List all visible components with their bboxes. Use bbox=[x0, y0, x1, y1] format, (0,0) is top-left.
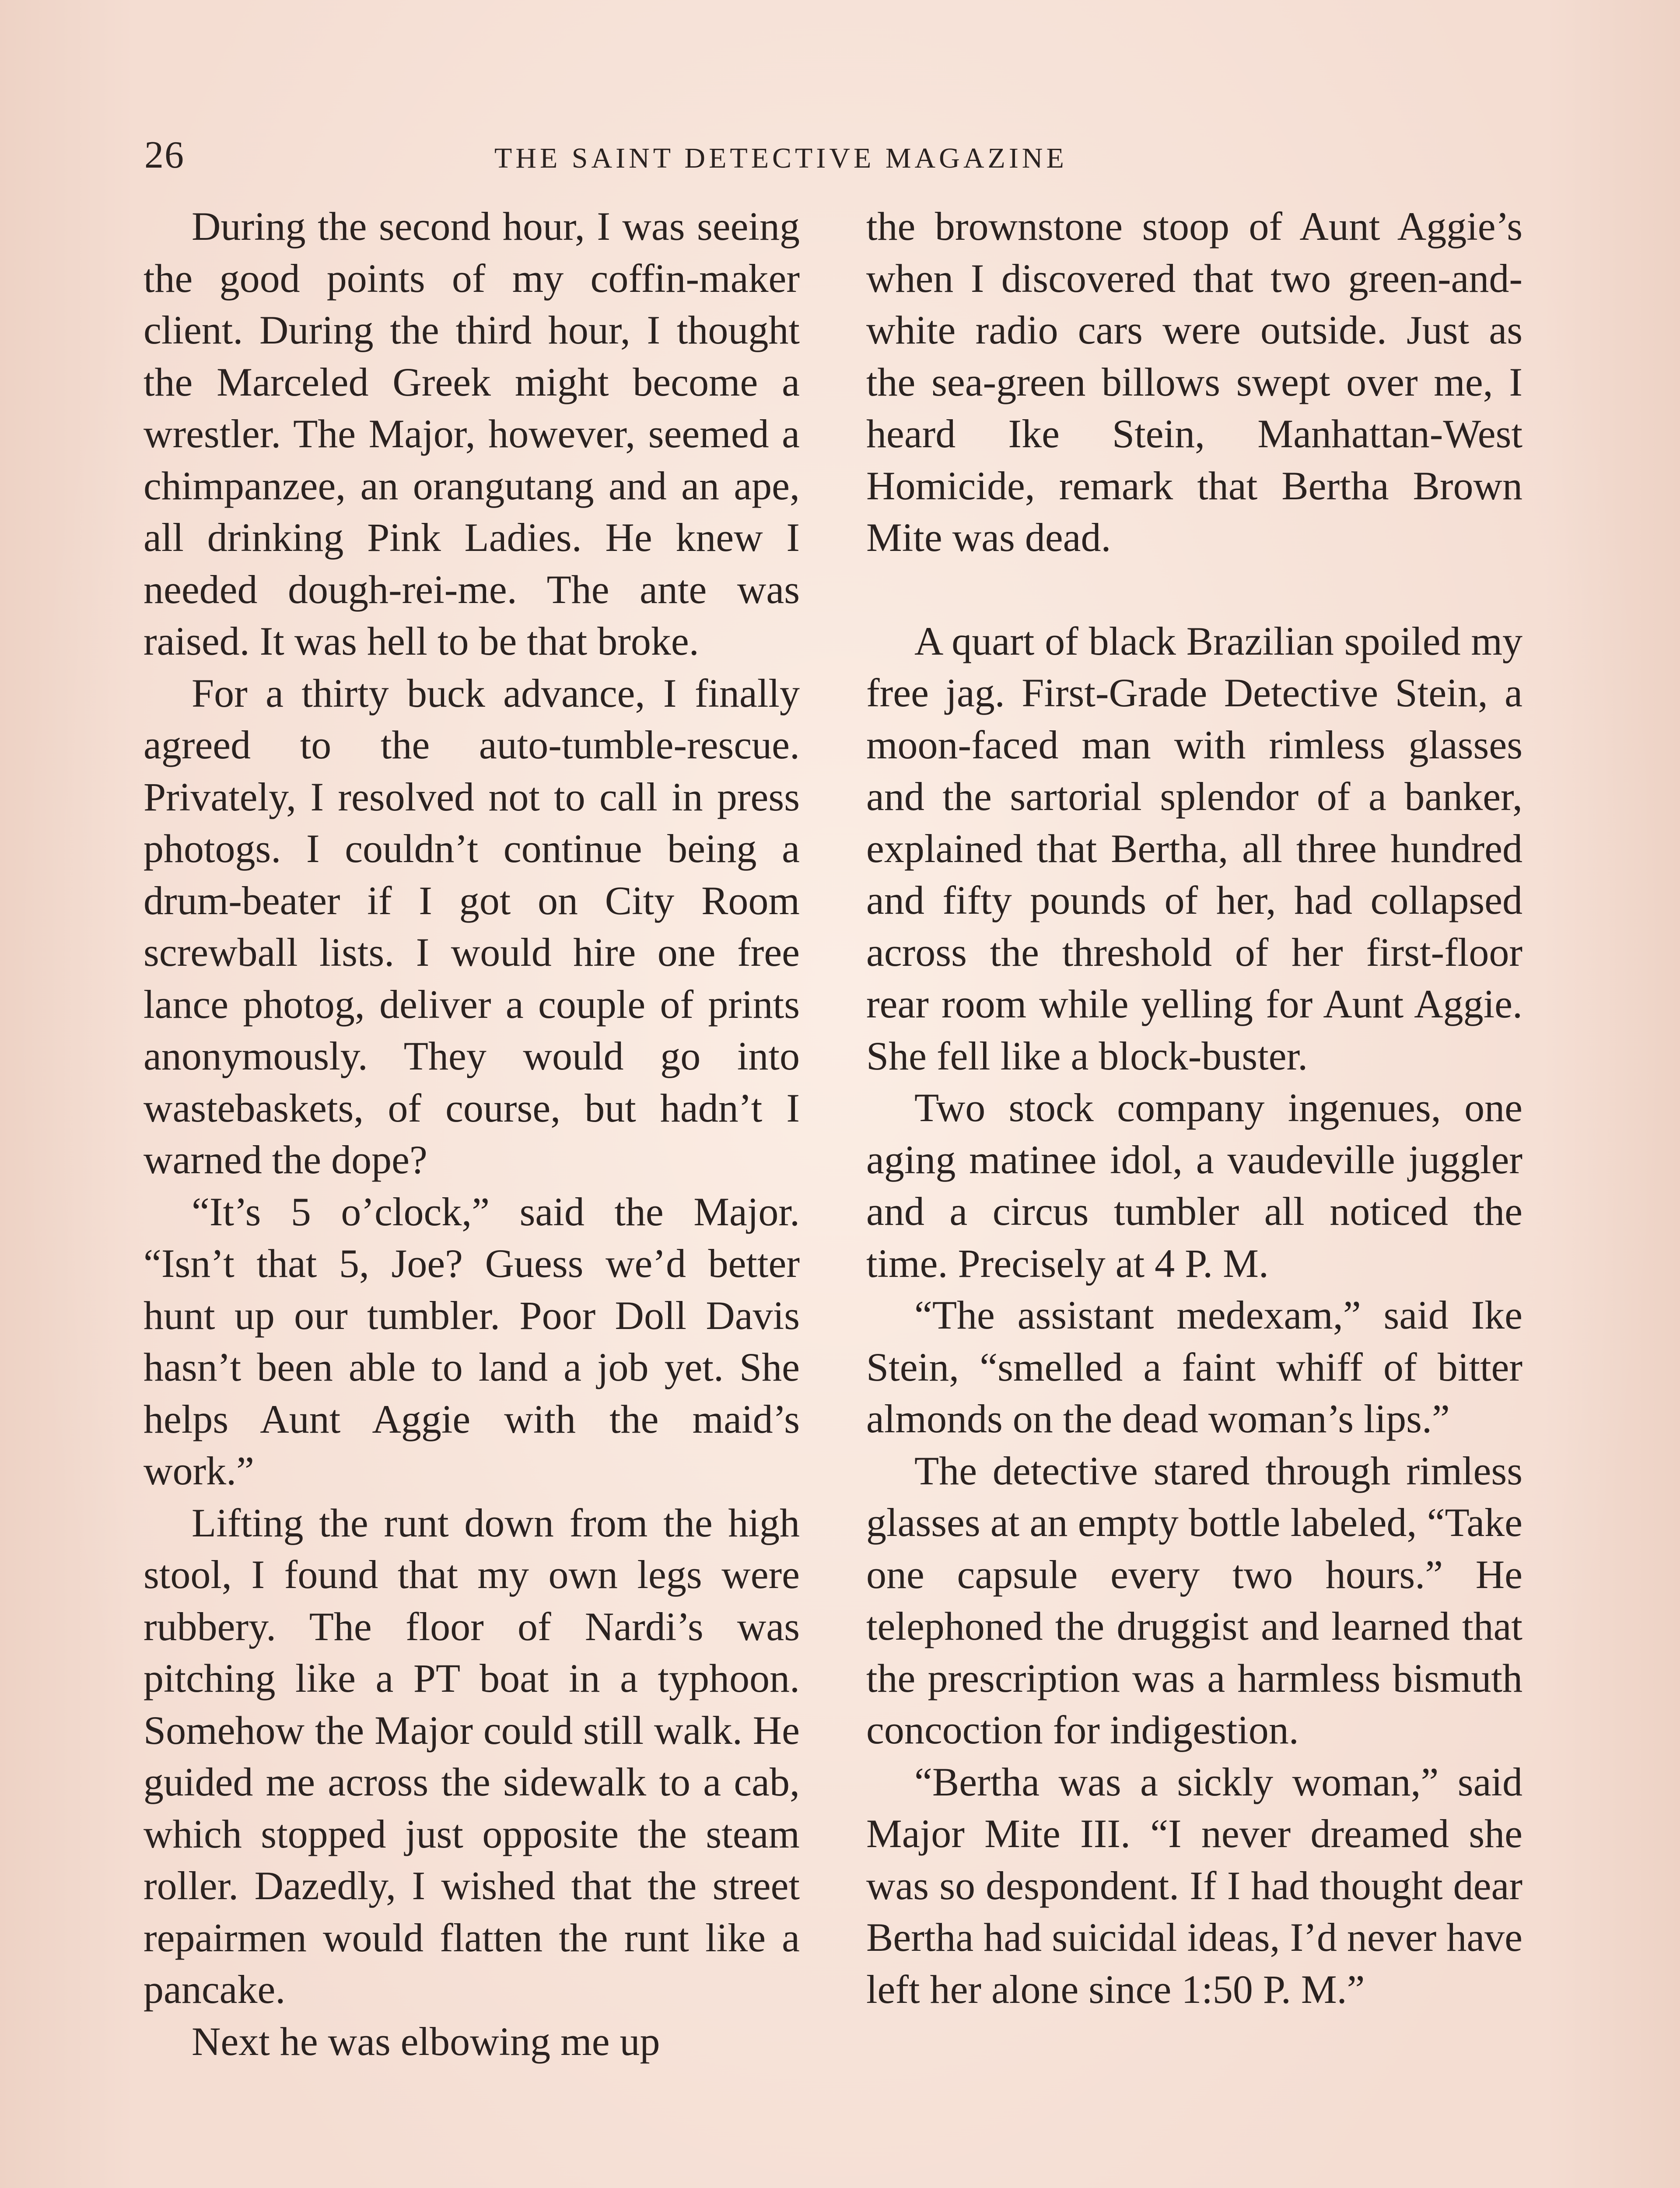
paragraph: Next he was elbowing me up bbox=[192, 2019, 660, 2064]
paragraph: “It’s 5 o’clock,” said the Major. “Isn’t that 5, Joe? Guess we’d better hunt up our tumbler. Poor Doll Davis hasn’t been able to land a job yet. She helps Aunt Aggie with the maid’s work.” bbox=[144, 1189, 800, 1493]
magazine-title: THE SAINT DETECTIVE MAGAZINE bbox=[494, 142, 1068, 174]
right-column bbox=[866, 200, 1522, 2015]
paragraph: “Bertha was a sickly woman,” said Major Mite III. “I never dreamed she was so despondent. If I had thought dear Bertha had suicidal ideas, I’d never have left her alone since 1:50 P. M.” bbox=[866, 1759, 1522, 2012]
paragraph: During the second hour, I was seeing the good points of my coffin-maker client. During the third hour, I thought the Marceled Greek might become a wrestler. The Major, however, seemed a chimpanzee, an orangutang and an ape, all drinking Pink Ladies. He knew I needed dough-rei-me. The ante was raised. It was hell to be that broke. bbox=[144, 204, 800, 663]
paragraph-continued: the brownstone stoop of Aunt Aggie’s when I discovered that two green-and-white radio cars were outside. Just as the sea-green billows swept over me, I heard Ike Stein, Manhattan-West Homicide, remark that Bertha Brown Mite was dead. bbox=[866, 204, 1522, 560]
paragraph: A quart of black Brazilian spoiled my free jag. First-Grade Detective Stein, a moon-faced man with rimless glasses and the sartorial splendor of a banker, explained that Bertha, all three hundred and fifty pounds of her, had collapsed across the threshold of her first-floor rear room while yelling for Aunt Aggie. She fell like a block-buster. bbox=[866, 618, 1522, 1078]
paragraph: Lifting the runt down from the high stool, I found that my own legs were rubbery. The floor of Nardi’s was pitching like a PT boat in a typhoon. Somehow the Major could still walk. He guided me across the sidewalk to a cab, which stopped just opposite the steam roller. Dazedly, I wished that the street repairmen would flatten the runt like a pancake. bbox=[144, 1500, 800, 2012]
paragraph: The detective stared through rimless glasses at an empty bottle labeled, “Take one capsule every two hours.” He telephoned the druggist and learned that the prescription was a harmless bismuth concoction for indigestion. bbox=[866, 1448, 1522, 1752]
page-number: 26 bbox=[144, 134, 185, 176]
paragraph: For a thirty buck advance, I finally agreed to the auto-tumble-rescue. Privately, I resolved not to call in press photogs. I couldn’t continue being a drum-beater if I got on City Room screwball lists. I would hire one free lance photog, deliver a couple of prints anonymously. They would go into wastebaskets, of course, but hadn’t I warned the dope? bbox=[144, 670, 800, 1182]
running-head bbox=[0, 131, 1680, 179]
left-column bbox=[144, 200, 800, 2067]
paragraph: “The assistant medexam,” said Ike Stein, “smelled a faint whiff of bitter almonds on the dead woman’s lips.” bbox=[866, 1293, 1522, 1441]
paragraph: Two stock company ingenues, one aging matinee idol, a vaudeville juggler and a circus tumbler all noticed the time. Precisely at 4 P. M. bbox=[866, 1085, 1522, 1286]
